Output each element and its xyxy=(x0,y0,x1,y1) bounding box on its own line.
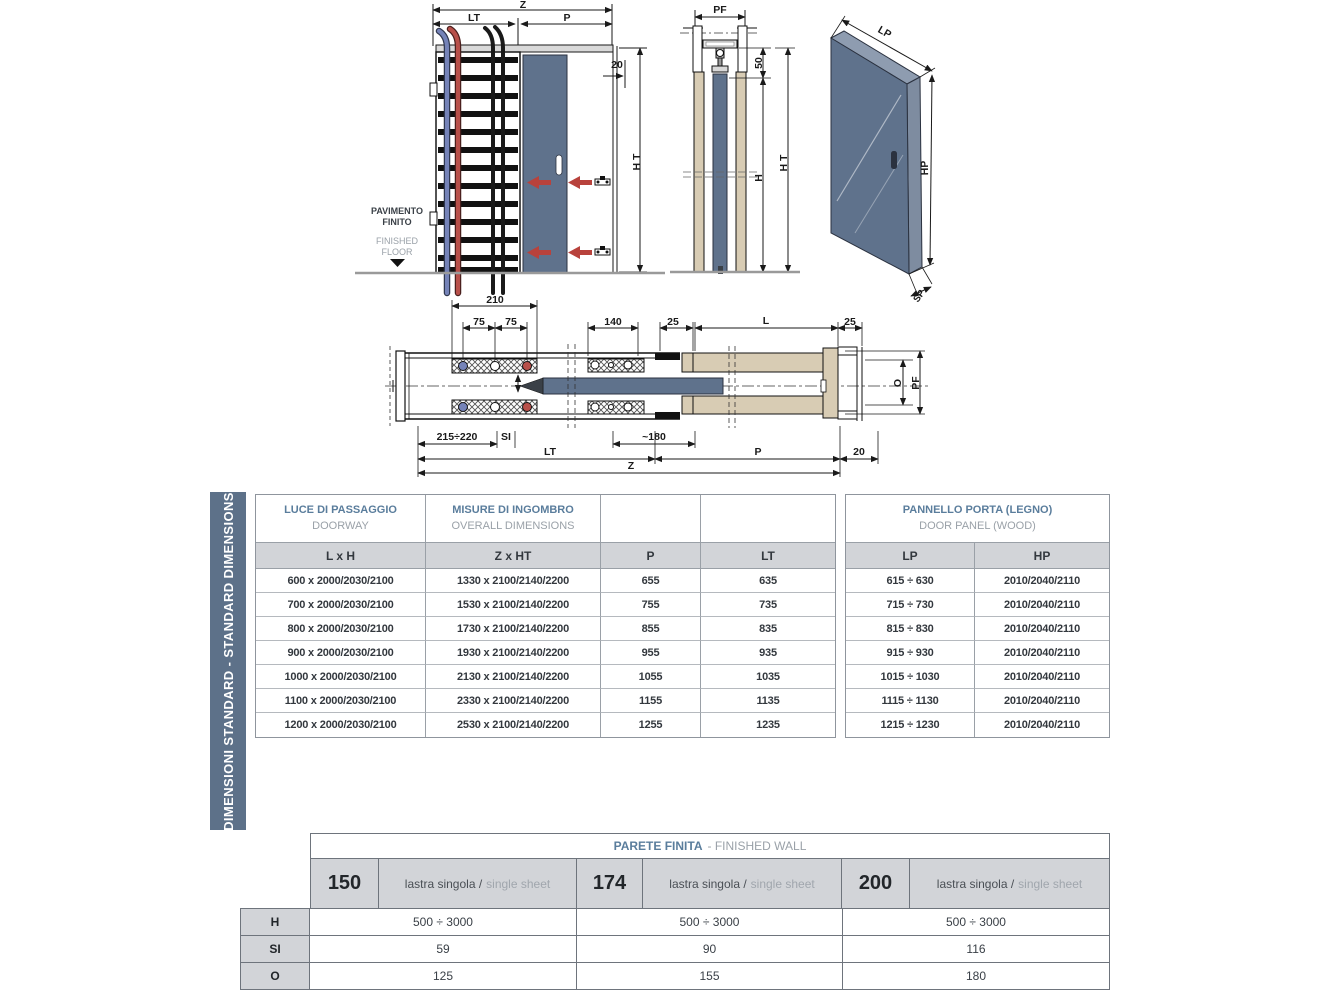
cell-hp: 2010/2040/2110 xyxy=(975,593,1109,617)
cell-lt: 1235 xyxy=(756,719,780,731)
sheet-type-cell xyxy=(910,859,1109,908)
cell-p: 1255 xyxy=(601,713,701,737)
cell-p: 1055 xyxy=(601,665,701,689)
dim-label-140: 140 xyxy=(604,316,622,328)
overall-subtitle: OVERALL DIMENSIONS xyxy=(451,519,575,532)
dim-label-z: Z xyxy=(519,0,527,11)
cell-hp: 2010/2040/2110 xyxy=(1003,719,1081,731)
col-header-lt: LT xyxy=(701,543,835,569)
dim-label-50: 50 xyxy=(753,57,765,69)
finished-wall-title-it: PARETE FINITA xyxy=(613,839,703,853)
overall-title-cell xyxy=(426,495,601,543)
h-value: 500 ÷ 3000 xyxy=(310,909,577,935)
table-row xyxy=(256,593,835,617)
dim-label-210: 210 xyxy=(486,296,504,306)
wall-thickness-200: 200 xyxy=(842,859,910,908)
cell-zxht: 2130 x 2100/2140/2200 xyxy=(426,665,601,689)
h-value: 500 ÷ 3000 xyxy=(946,915,1006,929)
wall-row-o xyxy=(240,962,1110,990)
table-row xyxy=(256,617,835,641)
door-handle xyxy=(556,155,562,175)
overall-title: MISURE DI INGOMBRO xyxy=(452,504,574,517)
dim-label-180: ~180 xyxy=(642,431,666,443)
cell-lt: 635 xyxy=(701,569,835,593)
door-panel-title-cell xyxy=(846,495,1109,543)
door-panel-table xyxy=(845,494,1110,738)
cell-zxht: 1530 x 2100/2140/2200 xyxy=(426,593,601,617)
si-value: 59 xyxy=(310,936,577,962)
floor-label-en-2: FLOOR xyxy=(381,247,413,257)
table-row xyxy=(846,713,1109,737)
wall-row-si xyxy=(240,935,1110,963)
dim-label-h: H xyxy=(753,174,765,182)
door-panel-subtitle: DOOR PANEL (WOOD) xyxy=(919,519,1036,532)
dim-label-p: P xyxy=(754,446,762,458)
dim-label-sp: SP xyxy=(911,287,928,305)
cell-hp: 2010/2040/2110 xyxy=(975,617,1109,641)
cell-zxht: 2530 x 2100/2140/2200 xyxy=(426,713,601,737)
cell-p: 955 xyxy=(601,641,701,665)
floor-label-it-1: PAVIMENTO xyxy=(370,206,424,216)
cell-lt: 1135 xyxy=(701,689,835,713)
door-panel-3d-drawing xyxy=(815,5,970,305)
cell-hp: 2010/2040/2110 xyxy=(975,569,1109,593)
finished-wall-band xyxy=(693,396,823,414)
cell-lp: 1215 ÷ 1230 xyxy=(846,713,975,737)
floor-label-it-2: FINITO xyxy=(382,217,412,227)
dim-label-ht: H T xyxy=(631,153,643,171)
col-header-lxh: L x H xyxy=(256,543,426,569)
cell-lp: 915 ÷ 930 xyxy=(846,641,975,665)
sheet-type-it: lastra singola / xyxy=(404,876,483,891)
table-row xyxy=(256,569,835,593)
cell-hp: 2010/2040/2110 xyxy=(975,665,1109,689)
o-value: 180 xyxy=(965,969,987,983)
sheet-type-cell xyxy=(643,859,842,908)
doorway-title-cell xyxy=(256,495,426,543)
cell-zxht: 1930 x 2100/2140/2200 xyxy=(426,641,601,665)
dim-label-lt: LT xyxy=(467,12,481,24)
table-row xyxy=(846,593,1109,617)
doorway-title: LUCE DI PASSAGGIO xyxy=(284,504,397,517)
finished-wall-title-row xyxy=(310,833,1110,859)
cell-lp: 1115 ÷ 1130 xyxy=(846,689,975,713)
table-row xyxy=(846,617,1109,641)
roller-glyph xyxy=(595,176,610,255)
roller-wheel xyxy=(717,50,724,57)
si-value: 90 xyxy=(577,936,843,962)
o-value: 125 xyxy=(310,963,577,989)
door-panel-plan xyxy=(543,378,723,394)
cell-p: 655 xyxy=(601,569,701,593)
wall-thickness-174: 174 xyxy=(577,859,643,908)
row-label-h: H xyxy=(241,909,310,935)
cell-zxht: 1330 x 2100/2140/2200 xyxy=(426,569,601,593)
table-row xyxy=(256,665,835,689)
dim-label-20: 20 xyxy=(611,59,623,71)
cell-lt: 935 xyxy=(701,641,835,665)
dim-label-75-right: 75 xyxy=(505,316,517,328)
dim-label-75-left: 75 xyxy=(473,316,485,328)
sheet-type-cell xyxy=(379,859,577,908)
doorway-subtitle: DOORWAY xyxy=(312,519,369,532)
h-value: 500 ÷ 3000 xyxy=(577,909,843,935)
dim-label-25-right: 25 xyxy=(844,316,856,328)
dim-label-o: O xyxy=(892,378,904,388)
front-view-drawing xyxy=(355,0,665,298)
row-label-o: O xyxy=(241,963,310,989)
cell-hp: 2010/2040/2110 xyxy=(975,641,1109,665)
finished-wall-band xyxy=(693,353,823,372)
table-row xyxy=(256,713,835,737)
sheet-type-en: single sheet xyxy=(750,876,815,891)
wall-thickness-150: 150 xyxy=(311,859,379,908)
cell-lxh: 1200 x 2000/2030/2100 xyxy=(256,713,426,737)
dim-label-lp: LP xyxy=(875,23,894,41)
sheet-type-it: lastra singola / xyxy=(669,876,747,891)
cell-lt: 835 xyxy=(701,617,835,641)
sheet-type-en: single sheet xyxy=(486,876,551,891)
cell-p: 1155 xyxy=(601,689,701,713)
cell-lxh: 600 x 2000/2030/2100 xyxy=(256,569,426,593)
dim-label-25-left: 25 xyxy=(667,316,679,328)
floor-label-en-1: FINISHED xyxy=(375,236,419,246)
dim-label-z: Z xyxy=(627,460,635,472)
empty-title-cell xyxy=(601,495,701,543)
standard-dimensions-table xyxy=(255,494,836,738)
door-handle-3d xyxy=(891,151,897,169)
dim-label-hp: HP xyxy=(918,160,932,176)
cell-hp: 2010/2040/2110 xyxy=(975,689,1109,713)
dim-label-pf: PF xyxy=(713,4,727,16)
cell-lp: 1015 ÷ 1030 xyxy=(846,665,975,689)
table-row xyxy=(846,665,1109,689)
sheet-type-en: single sheet xyxy=(1018,876,1083,891)
cell-lxh: 700 x 2000/2030/2100 xyxy=(256,593,426,617)
cell-lp: 615 ÷ 630 xyxy=(846,569,975,593)
dim-label-215-220: 215÷220 xyxy=(436,431,478,443)
dim-label-20: 20 xyxy=(853,446,865,458)
empty-title-cell xyxy=(701,495,835,543)
dim-label-p: P xyxy=(563,12,571,24)
table-row xyxy=(256,641,835,665)
col-header-zxht: Z x HT xyxy=(426,543,601,569)
standard-dimensions-banner xyxy=(210,492,246,830)
cell-lp: 715 ÷ 730 xyxy=(846,593,975,617)
table-row xyxy=(846,641,1109,665)
si-value: 116 xyxy=(966,942,986,956)
floor-marker-icon xyxy=(390,259,405,267)
cell-zxht: 1730 x 2100/2140/2200 xyxy=(426,617,601,641)
cell-lt: 1035 xyxy=(701,665,835,689)
table-row xyxy=(846,569,1109,593)
cell-p: 855 xyxy=(601,617,701,641)
cell-lxh: 1000 x 2000/2030/2100 xyxy=(256,665,426,689)
row-label-si: SI xyxy=(241,936,310,962)
cell-lxh: 900 x 2000/2030/2100 xyxy=(256,641,426,665)
finished-wall-header-row xyxy=(310,858,1110,909)
door-panel-title: PANNELLO PORTA (LEGNO) xyxy=(902,504,1053,517)
dim-label-pf: PF xyxy=(910,376,922,390)
table-row xyxy=(846,689,1109,713)
o-value: 155 xyxy=(577,963,843,989)
cell-lxh: 1100 x 2000/2030/2100 xyxy=(256,689,426,713)
table-row xyxy=(256,689,835,713)
dim-label-l: L xyxy=(762,315,770,327)
dim-label-si: SI xyxy=(501,431,511,443)
sheet-type-it: lastra singola / xyxy=(936,876,1015,891)
col-header-hp: HP xyxy=(975,543,1109,569)
finished-wall-title-en: - FINISHED WALL xyxy=(707,839,807,853)
cell-zxht: 2330 x 2100/2140/2200 xyxy=(426,689,601,713)
standard-dimensions-banner-label: DIMENSIONI STANDARD - STANDARD DIMENSIONS xyxy=(220,491,236,831)
col-header-p: P xyxy=(601,543,701,569)
plan-view-drawing xyxy=(385,296,930,482)
dim-label-lt: LT xyxy=(543,446,557,458)
col-header-lp: LP xyxy=(846,543,975,569)
cell-p: 755 xyxy=(601,593,701,617)
section-view-drawing xyxy=(665,0,805,298)
cell-lt: 735 xyxy=(701,593,835,617)
cell-lp: 815 ÷ 830 xyxy=(846,617,975,641)
wall-row-h xyxy=(240,908,1110,936)
cell-lxh: 800 x 2000/2030/2100 xyxy=(256,617,426,641)
dim-label-ht: H T xyxy=(778,154,790,172)
door-panel-section xyxy=(713,74,727,272)
